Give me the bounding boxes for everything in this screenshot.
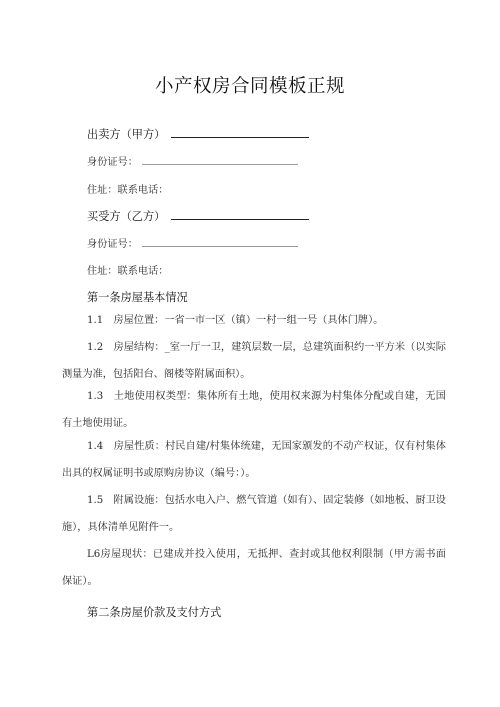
buyer-id-line: [87, 235, 298, 250]
buyer-name-blank: [171, 209, 309, 220]
seller-id-blank: [142, 155, 298, 165]
document-title: 小产权房合同模板正规: [154, 76, 345, 97]
buyer-line: [87, 208, 309, 224]
seller-label: 出卖方（甲方）: [87, 128, 166, 141]
buyer-address-line: [87, 262, 169, 277]
seller-id-label: 身份证号：: [87, 157, 138, 168]
seller-name-blank: [171, 127, 309, 138]
clause-1-6: L6房屋现状：已建成并投入使用，无抵押、查封或其他权利限制（甲方需书面保证）。: [62, 549, 446, 587]
clause-1-2: 1.2 房屋结构：_室一厅一卫，建筑层数一层，总建筑面积约一平方米（以实际测量为准，包括阳台、阁楼等附属面积）。: [62, 342, 446, 380]
seller-line: [87, 126, 309, 142]
buyer-id-label: 身份证号：: [87, 239, 138, 250]
clause-1-4: 1.4 房屋性质：村民自建/村集体统建，无国家颁发的不动产权证，仅有村集体出具的权属证明书或原购房协议（编号：）。: [62, 441, 446, 479]
clause-1-5: 1.5 附属设施：包括水电入户、燃气管道（如有）、固定装修（如地板、厨卫设施），具体清单见附件一。: [62, 495, 446, 533]
buyer-label: 买受方（乙方）: [87, 210, 166, 223]
section-heading-1: 第一条房屋基本情况: [87, 291, 188, 304]
buyer-id-blank: [142, 237, 298, 247]
clause-1-3: 1.3 土地使用权类型：集体所有土地，使用权来源为村集体分配或自建，无国有土地使用证。: [62, 391, 446, 429]
buyer-address-label: 住址：联系电话：: [87, 266, 169, 277]
section-heading-2: 第二条房屋价款及支付方式: [87, 606, 222, 619]
seller-id-line: [87, 153, 298, 168]
clause-1-1: 1.1 房屋位置：一省一市一区（镇）一村一组一号（具体门牌）。: [87, 315, 384, 326]
seller-address-label: 住址：联系电话：: [87, 185, 169, 196]
seller-address-line: [87, 181, 169, 196]
